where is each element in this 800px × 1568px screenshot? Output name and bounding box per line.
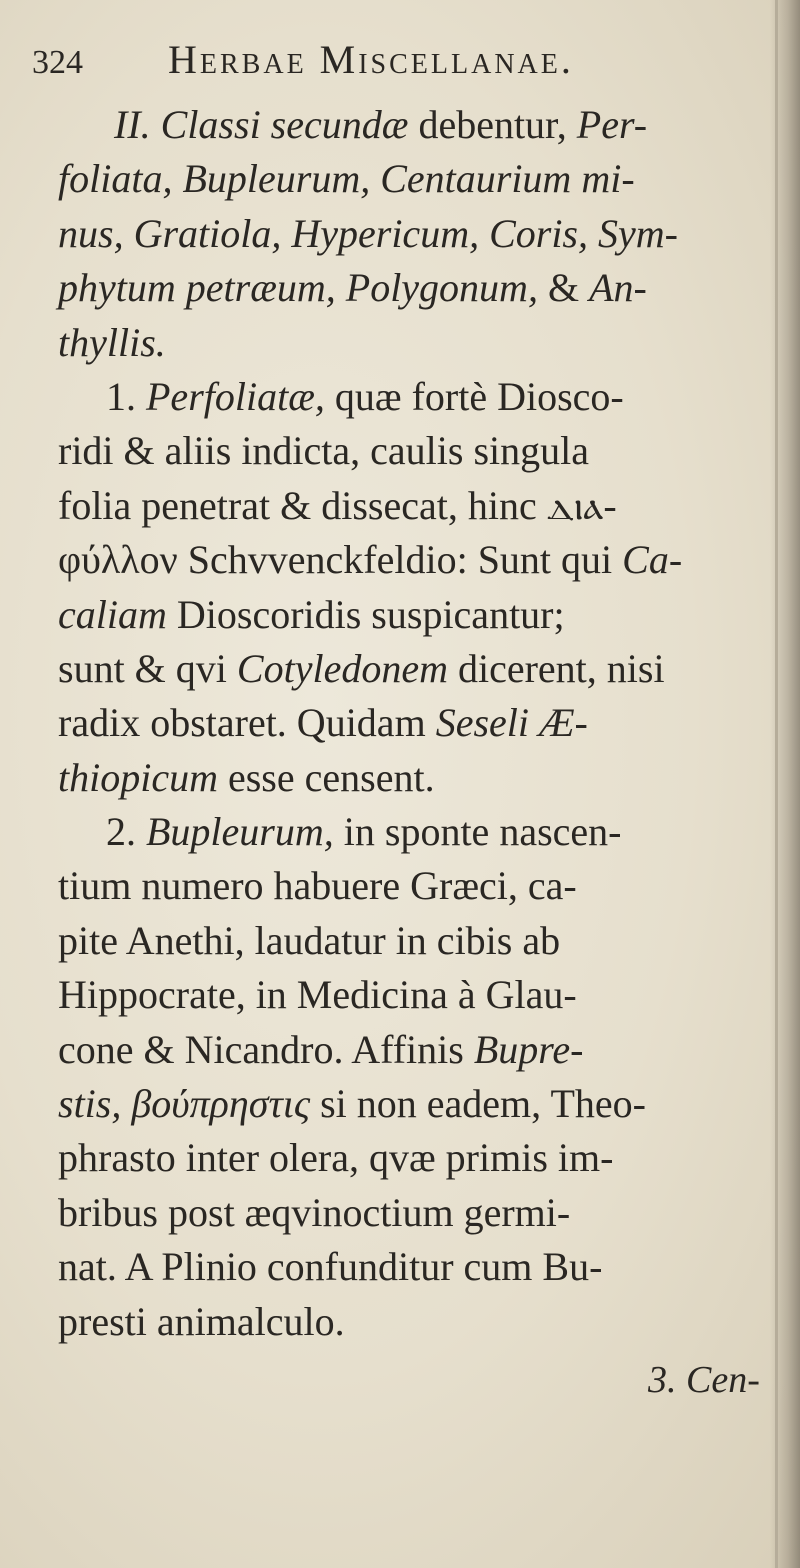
- text-line: [58, 1077, 770, 1131]
- text-segment: Classi secundæ: [160, 102, 409, 147]
- text-segment: caliam: [58, 591, 167, 637]
- text-segment: Dioscoridis suspicantur;: [166, 591, 565, 637]
- text-line: [58, 533, 770, 587]
- text-line: [58, 98, 770, 152]
- text-line: ridi & aliis indicta, caulis singula: [58, 428, 590, 474]
- text-line: [58, 370, 770, 424]
- text-line: [58, 1023, 770, 1077]
- text-segment: Schvvenckfeldio: Sunt qui: [177, 537, 623, 583]
- page-edge-line: [775, 0, 778, 1568]
- text-line: [58, 261, 770, 315]
- text-segment: quæ fortè Diosco-: [324, 373, 624, 419]
- text-segment: Perfoliatæ,: [146, 373, 325, 419]
- text-segment: βούπρηστις: [121, 1081, 311, 1127]
- text-line: thyllis.: [58, 319, 166, 365]
- text-segment: φύλλον: [58, 537, 178, 583]
- text-line: nus, Gratiola, Hypericum, Coris, Sym-: [58, 210, 678, 256]
- text-segment: phytum petræum, Polygonum,: [58, 265, 538, 311]
- text-segment: Cotyledonem: [236, 645, 448, 691]
- text-segment: Ca-: [622, 537, 683, 583]
- text-line: foliata, Bupleurum, Centaurium mi-: [58, 156, 635, 202]
- text-segment: &: [537, 265, 590, 311]
- text-segment: Per-: [576, 102, 648, 147]
- text-segment: cone & Nicandro. Affinis: [58, 1026, 474, 1072]
- text-segment: in sponte nascen-: [333, 809, 622, 855]
- text-line: [58, 751, 770, 805]
- text-segment: Bupleurum,: [146, 809, 334, 855]
- text-segment: 2.: [106, 809, 146, 855]
- body-text: [58, 98, 770, 1349]
- text-segment: thiopicum: [58, 754, 218, 800]
- text-segment: debentur,: [408, 102, 577, 147]
- text-segment: stis,: [58, 1081, 122, 1127]
- text-line: [58, 696, 770, 750]
- running-title: Herbae Miscellanae.: [168, 37, 574, 82]
- text-segment: 1.: [106, 373, 146, 419]
- text-segment: radix obstaret. Quidam: [58, 700, 436, 746]
- text-line: bribus post æqvinoctium germi-: [58, 1189, 571, 1235]
- text-segment: Seseli Æ-: [435, 700, 588, 746]
- text-segment: dicerent, nisi: [447, 645, 665, 691]
- text-line: Hippocrate, in Medicina à Glau-: [58, 972, 577, 1018]
- text-line: phrasto inter olera, qvæ primis im-: [58, 1135, 614, 1181]
- text-line: nat. A Plinio confunditur cum Bu-: [58, 1244, 603, 1290]
- text-line: [58, 588, 770, 642]
- text-segment: An-: [589, 265, 647, 311]
- text-segment: si non eadem, Theo-: [310, 1081, 646, 1127]
- text-segment: sunt & qvi: [58, 645, 237, 691]
- text-line: [58, 642, 770, 696]
- page-number: 324: [32, 44, 83, 81]
- page-header: [32, 30, 732, 90]
- text-segment: esse censent.: [217, 754, 435, 800]
- text-line: tium numero habuere Græci, ca-: [58, 863, 577, 909]
- text-line: presti animalculo.: [58, 1298, 345, 1344]
- text-line: folia penetrat & dissecat, hinc ⲇⲓⲁ-: [58, 482, 617, 528]
- text-line: pite Anethi, laudatur in cibis ab: [58, 917, 561, 963]
- text-segment: II.: [114, 102, 161, 147]
- text-segment: Bupre-: [473, 1026, 584, 1072]
- catchword: 3. Cen-: [648, 1359, 760, 1401]
- text-line: [58, 805, 770, 859]
